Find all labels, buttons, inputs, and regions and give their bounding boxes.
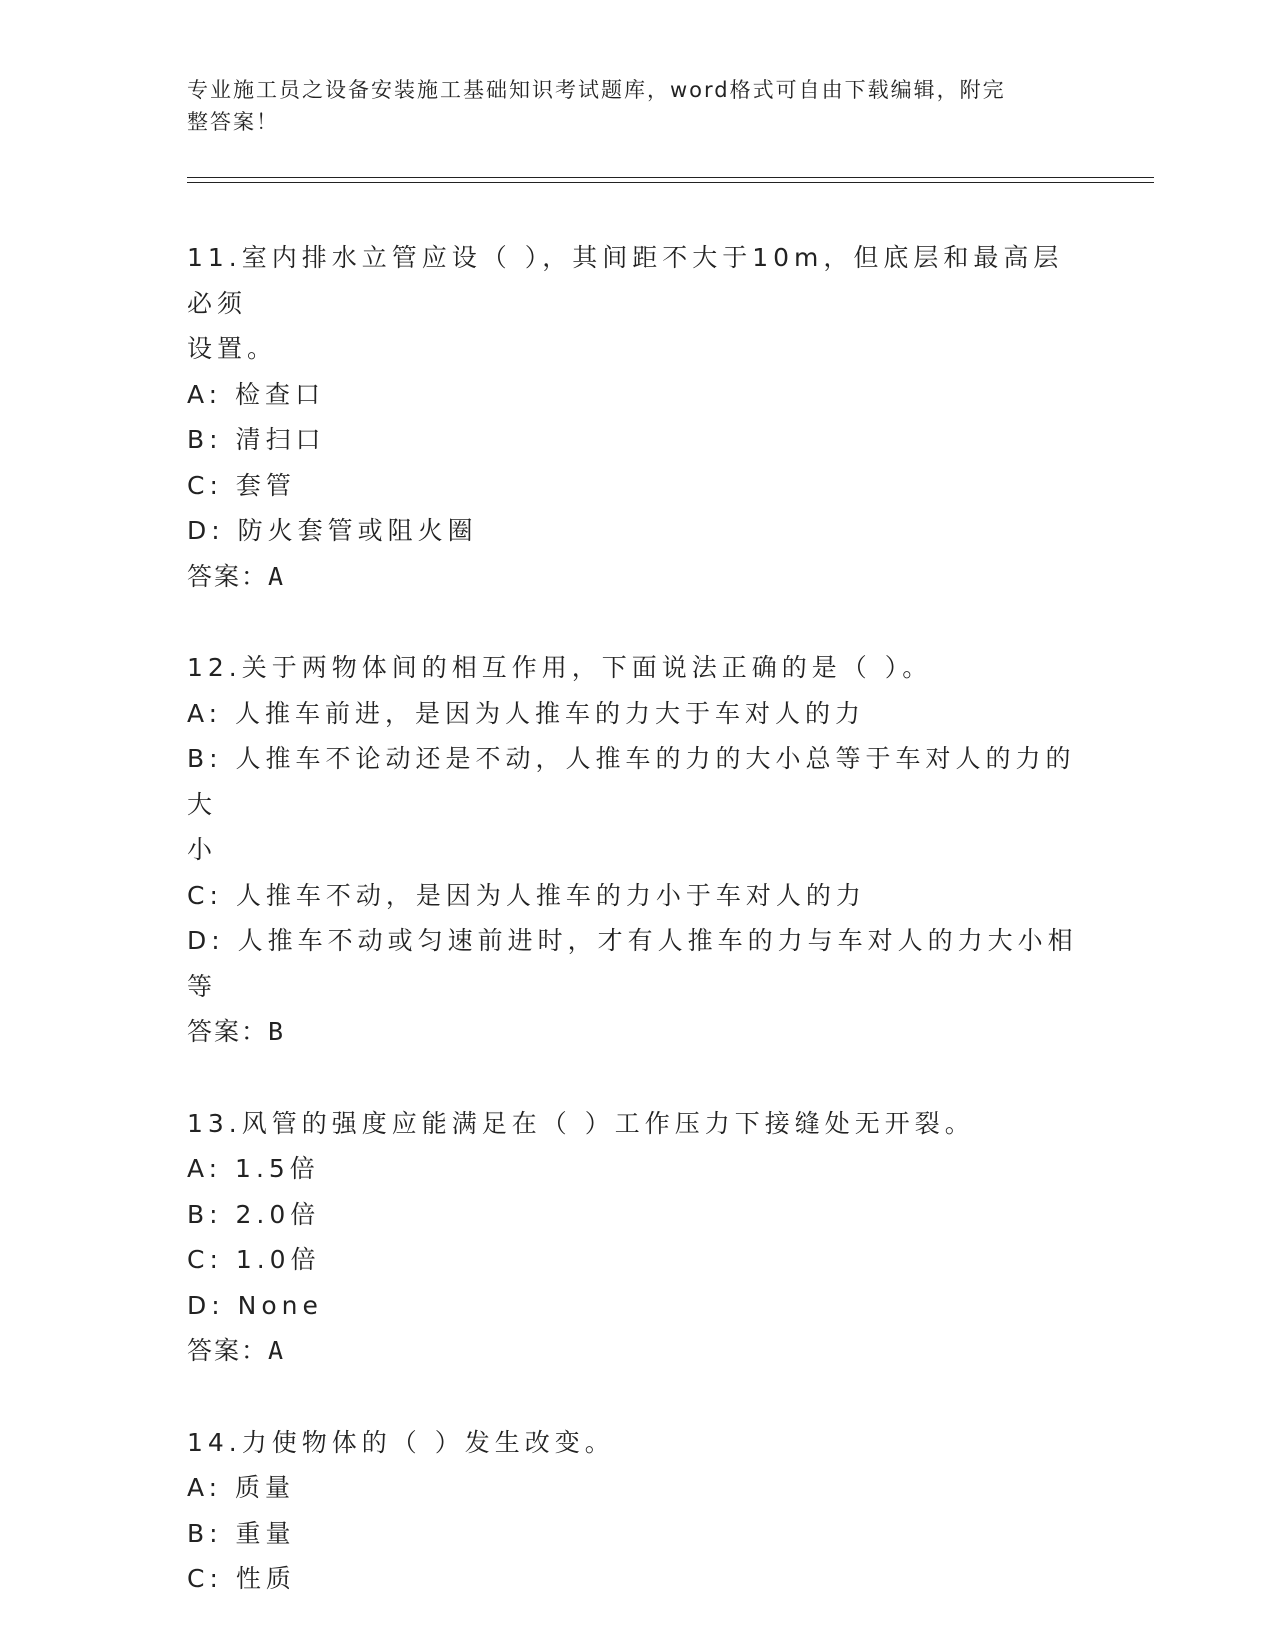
header-divider-top bbox=[187, 177, 1154, 178]
question-stem: 12.关于两物体间的相互作用，下面说法正确的是（ ）。 bbox=[187, 653, 933, 682]
answer bbox=[187, 1009, 1087, 1055]
answer-value: A bbox=[268, 1336, 286, 1365]
question-11 bbox=[187, 235, 1087, 599]
question-stem: 14.力使物体的（ ）发生改变。 bbox=[187, 1427, 615, 1457]
header-line-2: 整答案！ bbox=[187, 110, 279, 134]
option-a: A: 质量 bbox=[187, 1473, 296, 1502]
question-14 bbox=[187, 1420, 1087, 1602]
answer-value: B bbox=[268, 1017, 286, 1046]
question-12 bbox=[187, 645, 1087, 1055]
option-b: B: 重量 bbox=[187, 1518, 296, 1548]
option-c: C: 人推车不动，是因为人推车的力小于车对人的力 bbox=[187, 880, 866, 910]
question-list bbox=[187, 235, 1087, 1648]
answer bbox=[187, 554, 1087, 600]
option-b: B: 清扫口 bbox=[187, 425, 326, 454]
option-d: D: 人推车不动或匀速前进时，才有人推车的力与车对人的力大小相等 bbox=[187, 926, 1078, 1001]
option-b: B: 人推车不论动还是不动，人推车的力的大小总等于车对人的力的大 bbox=[187, 744, 1076, 819]
document-header bbox=[187, 74, 1067, 138]
header-divider-bottom bbox=[187, 182, 1154, 183]
question-13 bbox=[187, 1101, 1087, 1374]
answer-label: 答案： bbox=[187, 1336, 269, 1365]
question-stem: 13.风管的强度应能满足在（ ）工作压力下接缝处无开裂。 bbox=[187, 1108, 975, 1138]
option-d: D: 防火套管或阻火圈 bbox=[187, 516, 478, 545]
option-c: C: 套管 bbox=[187, 470, 296, 500]
answer-value: A bbox=[268, 561, 286, 591]
answer bbox=[187, 1328, 1087, 1374]
option-a: A: 人推车前进，是因为人推车的力大于车对人的力 bbox=[187, 698, 866, 728]
option-a: A: 检查口 bbox=[187, 379, 326, 409]
question-stem-continued: 设置。 bbox=[187, 334, 278, 363]
answer-label: 答案： bbox=[187, 561, 269, 591]
answer-label: 答案： bbox=[187, 1017, 269, 1046]
option-a: A: 1.5倍 bbox=[187, 1154, 320, 1183]
option-b: B: 2.0倍 bbox=[187, 1199, 321, 1229]
option-c: C: 1.0倍 bbox=[187, 1245, 321, 1274]
option-b-continued: 小 bbox=[187, 835, 218, 864]
option-c: C: 性质 bbox=[187, 1564, 296, 1593]
option-d: D: None bbox=[187, 1290, 323, 1320]
header-line-1: 专业施工员之设备安装施工基础知识考试题库，word格式可自由下载编辑，附完 bbox=[187, 78, 1006, 102]
question-stem: 11.室内排水立管应设（ ），其间距不大于10m，但底层和最高层必须 bbox=[187, 243, 1064, 318]
